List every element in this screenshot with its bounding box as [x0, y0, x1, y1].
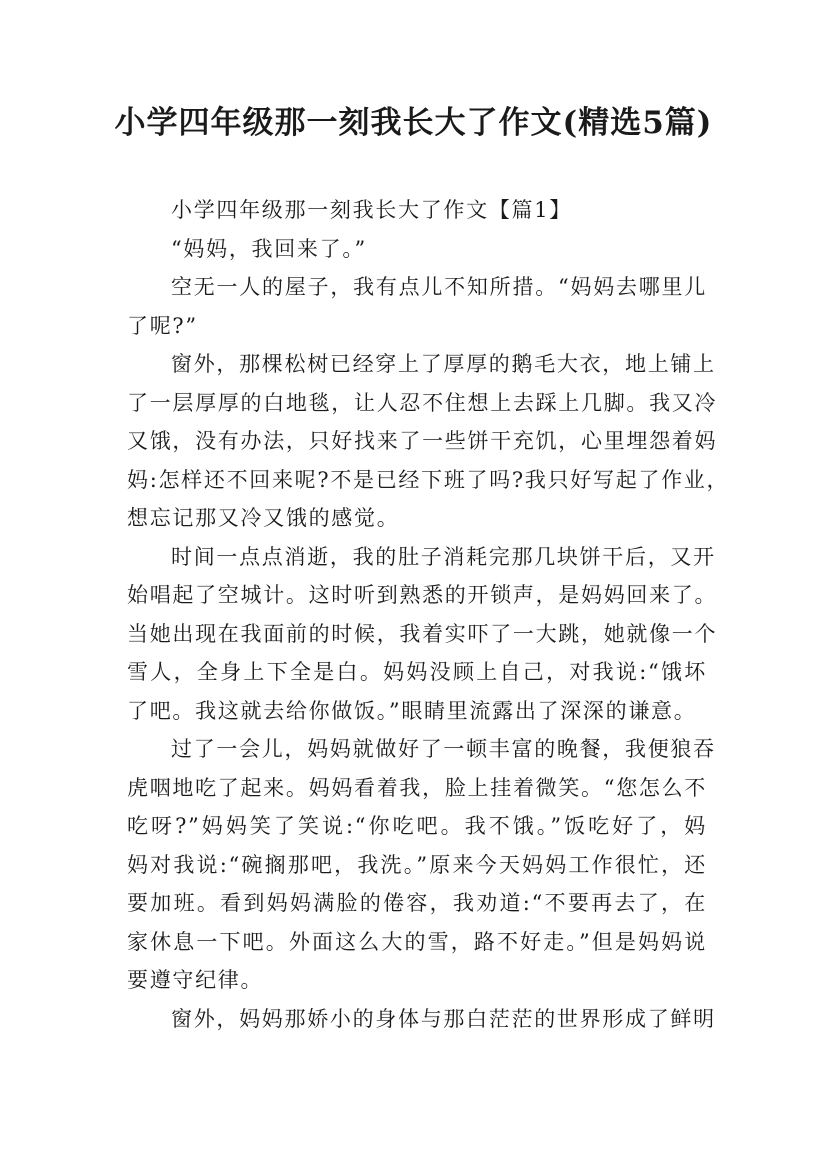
text-line: 始唱起了空城计。这时听到熟悉的开锁声，是妈妈回来了。 — [127, 583, 718, 607]
text-line: 了一层厚厚的白地毯，让人忍不住想上去踩上几脚。我又冷 — [127, 390, 718, 415]
text-line: 要加班。看到妈妈满脸的倦容，我劝道:“不要再去了，在 — [127, 891, 707, 915]
section-heading: 小学四年级那一刻我长大了作文【篇1】 — [171, 198, 572, 222]
text-line: 了吧。我这就去给你做饭。”眼睛里流露出了深深的谦意。 — [127, 698, 697, 723]
text-line: 过了一会儿，妈妈就做好了一顿丰富的晚餐，我便狼吞 — [171, 737, 716, 761]
text-line: 家休息一下吧。外面这么大的雪，路不好走。”但是妈妈说 — [127, 929, 707, 954]
text-line: 吃呀?”妈妈笑了笑说:“你吃吧。我不饿。”饭吃好了，妈 — [127, 814, 707, 838]
text-line: 空无一人的屋子，我有点儿不知所措。“妈妈去哪里儿 — [171, 275, 707, 299]
text-line: 妈:怎样还不回来呢?不是已经下班了吗?我只好写起了作业， — [127, 467, 730, 492]
text-line: 窗外，妈妈那娇小的身体与那白茫茫的世界形成了鲜明 — [171, 1006, 716, 1031]
text-line: 当她出现在我面前的时候，我着实吓了一大跳，她就像一个 — [127, 621, 718, 646]
text-line: 时间一点点消逝，我的肚子消耗完那几块饼干后，又开 — [171, 544, 716, 569]
text-line: 又饿，没有办法，只好找来了一些饼干充饥，心里埋怨着妈 — [127, 429, 718, 453]
text-line: 窗外，那棵松树已经穿上了厚厚的鹅毛大衣，地上铺上 — [171, 352, 716, 376]
document-body — [127, 191, 730, 1038]
text-line: 了呢?” — [127, 313, 198, 338]
text-line: 虎咽地吃了起来。妈妈看着我，脸上挂着微笑。“您怎么不 — [127, 775, 707, 800]
text-line: 雪人，全身上下全是白。妈妈没顾上自己，对我说:“饿坏 — [127, 660, 707, 684]
text-line: 要遵守纪律。 — [127, 968, 264, 992]
text-line: “妈妈，我回来了。” — [171, 236, 367, 261]
text-line: 妈对我说:“碗搁那吧，我洗。”原来今天妈妈工作很忙，还 — [127, 852, 707, 877]
text-line: 想忘记那又冷又饿的感觉。 — [127, 506, 400, 530]
document-title: 小学四年级那一刻我长大了作文(精选5篇) — [114, 105, 713, 141]
